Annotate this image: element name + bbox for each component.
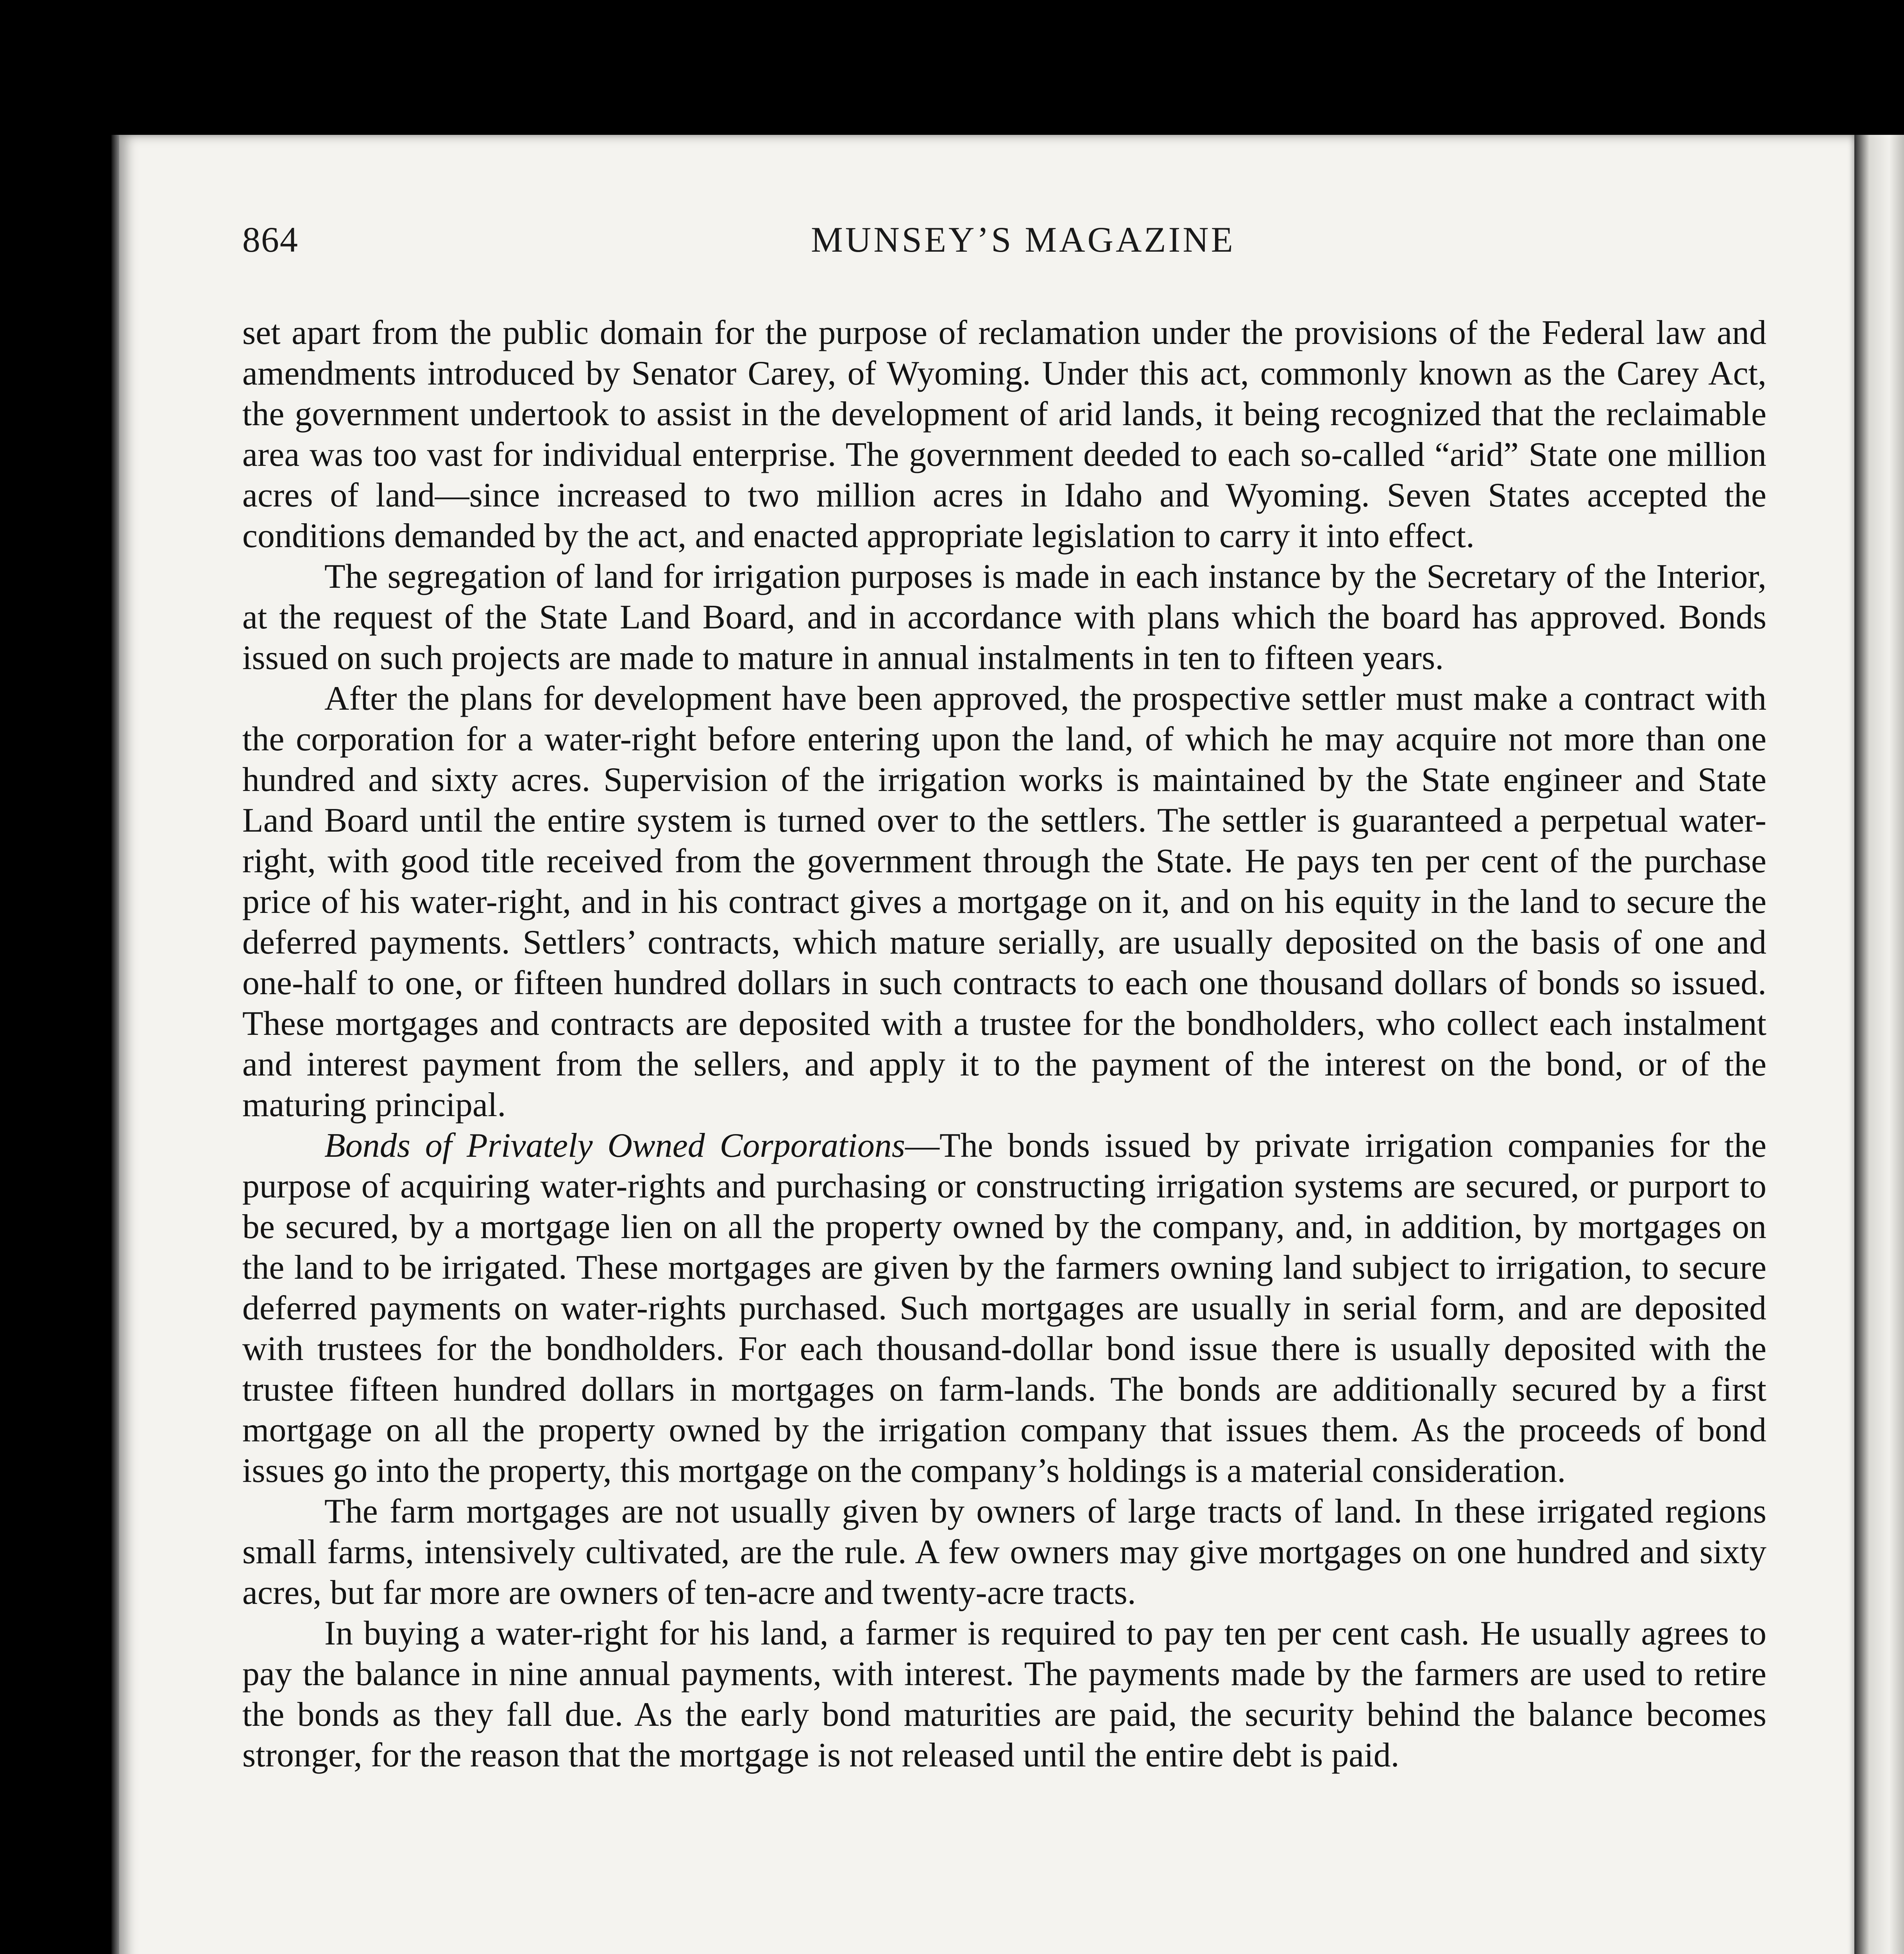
page-number: 864 [242, 220, 299, 259]
italic-subheading: Bonds of Privately Owned Corporations [324, 1127, 905, 1165]
paragraph-text: —The bonds issued by private irrigation companies for the purpose of acquiring water-rights and purchasing or constructing irrigation systems are secured, or purport to be secured, by a mortgage lien on all the property owned by the company, and, in addition, by mortgages on the land to be irrigated. These mortgages are given by the farmers owning land subject to irrigation, to secure deferred payments on water-rights purchased. Such mortgages are usually in serial form, and are deposited with trustees for the bondholders. For each thousand-dollar bond issue there is usually deposited with the trustee fifteen hundred dollars in mortgages on farm-lands. The bonds are additionally secured by a first mortgage on all the property owned by the irrigation company that issues them. As the proceeds of bond issues go into the property, this mortgage on the company’s holdings is a material consideration. [242, 1127, 1767, 1490]
page-header [242, 219, 1766, 274]
next-page-edge [1854, 135, 1904, 1954]
paragraph: After the plans for development have been approved, the prospective settler must make a contract with the corporation for a water-right before entering upon the land, of which he may acquire not more than one hundred and sixty acres. Supervision of the irrigation works is maintained by the State engineer and State Land Board until the entire system is turned over to the settlers. The settler is guaranteed a perpetual water-right, with good title received from the government through the State. He pays ten per cent of the purchase price of his water-right, and in his contract gives a mortgage on it, and on his equity in the land to secure the deferred payments. Settlers’ contracts, which mature serially, are usually deposited on the basis of one and one-half to one, or fifteen hundred dollars in such contracts to each one thousand dollars of bonds so issued. These mortgages and contracts are deposited with a trustee for the bondholders, who collect each instalment and interest payment from the sellers, and apply it to the payment of the interest on the bond, or of the maturing principal. [242, 680, 1766, 1124]
paragraph: In buying a water-right for his land, a farmer is required to pay ten per cent cash. He usually agrees to pay the balance in nine annual payments, with interest. The payments made by the farmers are used to retire the bonds as they fall due. As the early bond maturities are paid, the security behind the balance becomes stronger, for the reason that the mortgage is not released until the entire debt is paid. [242, 1614, 1766, 1774]
paragraph: The segregation of land for irrigation purposes is made in each instance by the Secretary of the Interior, at the request of the State Land Board, and in accordance with plans which the board has approved. Bonds issued on such projects are made to mature in annual instalments in ten to fifteen years. [242, 558, 1766, 677]
paragraph-bonds [242, 1126, 1766, 1491]
article-body [242, 313, 1766, 1776]
paragraph: The farm mortgages are not usually given by owners of large tracts of land. In these irrigated regions small farms, intensively cultivated, are the rule. A few owners may give mortgages on one hundred and sixty acres, but far more are owners of ten-acre and twenty-acre tracts. [242, 1492, 1766, 1612]
paragraph: set apart from the public domain for the purpose of reclamation under the provisions of the Federal law and amendments introduced by Senator Carey, of Wyoming. Under this act, commonly known as the Carey Act, the government undertook to assist in the development of arid lands, it being recognized that the reclaimable area was too vast for individual enterprise. The government deeded to each so-called “arid” State one million acres of land—since increased to two million acres in Idaho and Wyoming. Seven States accepted the conditions demanded by the act, and enacted appropriate legislation to carry it into effect. [242, 314, 1766, 555]
running-head: MUNSEY’S MAGAZINE [811, 220, 1235, 259]
